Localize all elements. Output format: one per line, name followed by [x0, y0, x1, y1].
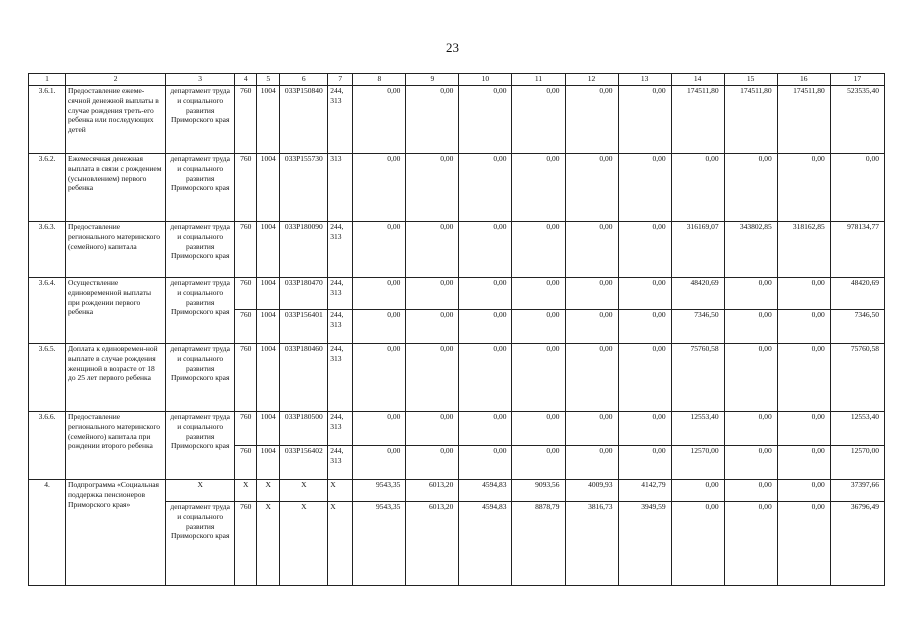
- amount-col-12: 0,00: [565, 412, 618, 446]
- amount-col-9: 0,00: [406, 154, 459, 222]
- code-ministry: 760: [235, 222, 257, 278]
- amount-col-9: 0,00: [406, 344, 459, 412]
- amount-col-14: 7346,50: [671, 310, 724, 344]
- responsible-dept: Х: [166, 480, 235, 502]
- amount-col-15: 0,00: [724, 344, 777, 412]
- table-row: [29, 154, 885, 222]
- column-header-9: 9: [406, 74, 459, 86]
- amount-col-10: 0,00: [459, 310, 512, 344]
- amount-col-15: 0,00: [724, 412, 777, 446]
- amount-col-10: 0,00: [459, 344, 512, 412]
- amount-col-13: 0,00: [618, 154, 671, 222]
- amount-col-13: 0,00: [618, 344, 671, 412]
- row-name: Подпрограмма «Социальная поддержка пенсионеров Приморского края»: [66, 480, 166, 586]
- amount-col-9: 0,00: [406, 222, 459, 278]
- amount-col-11: 0,00: [512, 278, 565, 310]
- code-target: 033P180470: [280, 278, 328, 310]
- amount-col-15: 0,00: [724, 154, 777, 222]
- responsible-dept: департамент труда и социального развития Приморского края: [166, 86, 235, 154]
- page-number: 23: [446, 40, 459, 55]
- amount-col-8: 0,00: [353, 222, 406, 278]
- amount-col-13: 0,00: [618, 310, 671, 344]
- amount-col-9: 0,00: [406, 446, 459, 480]
- amount-col-10: 0,00: [459, 412, 512, 446]
- code-target: Х: [280, 502, 328, 586]
- code-target: 033P150840: [280, 86, 328, 154]
- amount-col-14: 174511,80: [671, 86, 724, 154]
- amount-col-8: 0,00: [353, 86, 406, 154]
- row-number: 4.: [29, 480, 66, 586]
- code-section: 1004: [257, 222, 280, 278]
- amount-col-13: 0,00: [618, 222, 671, 278]
- code-target: 033P180460: [280, 344, 328, 412]
- amount-col-16: 318162,85: [777, 222, 830, 278]
- amount-col-12: 0,00: [565, 278, 618, 310]
- amount-col-17: 36796,49: [830, 502, 884, 586]
- column-header-1: 1: [29, 74, 66, 86]
- amount-col-9: 0,00: [406, 412, 459, 446]
- code-ministry: 760: [235, 344, 257, 412]
- amount-col-9: 0,00: [406, 278, 459, 310]
- amount-col-15: 0,00: [724, 480, 777, 502]
- code-section: Х: [257, 480, 280, 502]
- responsible-dept: департамент труда и социального развития Приморского края: [166, 278, 235, 344]
- code-section: 1004: [257, 412, 280, 446]
- amount-col-15: 0,00: [724, 278, 777, 310]
- code-expense-type: 244, 313: [328, 310, 353, 344]
- responsible-dept: департамент труда и социального развития Приморского края: [166, 222, 235, 278]
- amount-col-14: 48420,69: [671, 278, 724, 310]
- amount-col-14: 12553,40: [671, 412, 724, 446]
- amount-col-11: 0,00: [512, 344, 565, 412]
- amount-col-15: 0,00: [724, 310, 777, 344]
- table-row: [29, 480, 885, 502]
- column-header-7: 7: [328, 74, 353, 86]
- amount-col-14: 0,00: [671, 480, 724, 502]
- column-header-11: 11: [512, 74, 565, 86]
- code-section: Х: [257, 502, 280, 586]
- column-header-5: 5: [257, 74, 280, 86]
- code-expense-type: 244, 313: [328, 412, 353, 446]
- row-name: Предоставление регионального материнского (семейного) капитала при рождении второго ребенка: [66, 412, 166, 480]
- amount-col-11: 8878,79: [512, 502, 565, 586]
- amount-col-12: 0,00: [565, 86, 618, 154]
- amount-col-16: 0,00: [777, 480, 830, 502]
- amount-col-16: 0,00: [777, 412, 830, 446]
- code-target: 033P156402: [280, 446, 328, 480]
- amount-col-17: 37397,66: [830, 480, 884, 502]
- row-number: 3.6.4.: [29, 278, 66, 344]
- code-ministry: 760: [235, 502, 257, 586]
- code-expense-type: Х: [328, 480, 353, 502]
- amount-col-9: 6013,20: [406, 480, 459, 502]
- code-target: 033P180090: [280, 222, 328, 278]
- amount-col-13: 0,00: [618, 412, 671, 446]
- amount-col-15: 174511,80: [724, 86, 777, 154]
- amount-col-13: 0,00: [618, 446, 671, 480]
- amount-col-16: 0,00: [777, 502, 830, 586]
- code-target: 033P180500: [280, 412, 328, 446]
- amount-col-11: 0,00: [512, 310, 565, 344]
- amount-col-8: 0,00: [353, 154, 406, 222]
- amount-col-16: 0,00: [777, 310, 830, 344]
- amount-col-11: 0,00: [512, 86, 565, 154]
- amount-col-16: 0,00: [777, 278, 830, 310]
- amount-col-10: 4594,83: [459, 480, 512, 502]
- amount-col-11: 9093,56: [512, 480, 565, 502]
- amount-col-16: 0,00: [777, 154, 830, 222]
- amount-col-11: 0,00: [512, 412, 565, 446]
- row-name: Предоставление ежеме-сячной денежной выплаты в случае рождения треть-его ребенка или последующих детей: [66, 86, 166, 154]
- code-expense-type: Х: [328, 502, 353, 586]
- amount-col-8: 0,00: [353, 412, 406, 446]
- row-number: 3.6.2.: [29, 154, 66, 222]
- amount-col-10: 0,00: [459, 86, 512, 154]
- column-header-17: 17: [830, 74, 884, 86]
- amount-col-14: 0,00: [671, 154, 724, 222]
- code-ministry: 760: [235, 86, 257, 154]
- code-section: 1004: [257, 344, 280, 412]
- code-target: 033P155730: [280, 154, 328, 222]
- code-ministry: 760: [235, 446, 257, 480]
- amount-col-13: 4142,79: [618, 480, 671, 502]
- code-ministry: 760: [235, 310, 257, 344]
- code-ministry: Х: [235, 480, 257, 502]
- amount-col-15: 0,00: [724, 502, 777, 586]
- row-name: Доплата к единовремен-ной выплате в случае рождения женщиной в возрасте от 18 до 25 лет первого ребенка: [66, 344, 166, 412]
- row-name: Ежемесячная денежная выплата в связи с рождением (усыновлением) первого ребенка: [66, 154, 166, 222]
- amount-col-17: 12553,40: [830, 412, 884, 446]
- table-row: [29, 344, 885, 412]
- column-header-3: 3: [166, 74, 235, 86]
- amount-col-9: 0,00: [406, 310, 459, 344]
- code-expense-type: 244, 313: [328, 344, 353, 412]
- column-header-2: 2: [66, 74, 166, 86]
- code-section: 1004: [257, 154, 280, 222]
- row-number: 3.6.3.: [29, 222, 66, 278]
- amount-col-16: 0,00: [777, 446, 830, 480]
- amount-col-8: 9543,35: [353, 502, 406, 586]
- amount-col-12: 0,00: [565, 446, 618, 480]
- code-section: 1004: [257, 446, 280, 480]
- amount-col-8: 0,00: [353, 446, 406, 480]
- responsible-dept: департамент труда и социального развития Приморского края: [166, 154, 235, 222]
- column-header-8: 8: [353, 74, 406, 86]
- amount-col-17: 7346,50: [830, 310, 884, 344]
- amount-col-10: 0,00: [459, 446, 512, 480]
- column-header-16: 16: [777, 74, 830, 86]
- table-row: [29, 86, 885, 154]
- amount-col-12: 0,00: [565, 344, 618, 412]
- amount-col-12: 0,00: [565, 154, 618, 222]
- amount-col-17: 0,00: [830, 154, 884, 222]
- row-name: Осуществление единовременной выплаты при рождении первого ребенка: [66, 278, 166, 344]
- row-number: 3.6.6.: [29, 412, 66, 480]
- table-row: [29, 278, 885, 310]
- column-header-14: 14: [671, 74, 724, 86]
- responsible-dept: департамент труда и социального развития Приморского края: [166, 412, 235, 480]
- amount-col-12: 3816,73: [565, 502, 618, 586]
- amount-col-10: 0,00: [459, 222, 512, 278]
- amount-col-11: 0,00: [512, 154, 565, 222]
- amount-col-17: 978134,77: [830, 222, 884, 278]
- row-number: 3.6.5.: [29, 344, 66, 412]
- code-expense-type: 244, 313: [328, 278, 353, 310]
- amount-col-17: 12570,00: [830, 446, 884, 480]
- amount-col-8: 0,00: [353, 310, 406, 344]
- code-expense-type: 244, 313: [328, 86, 353, 154]
- responsible-dept: департамент труда и социального развития Приморского края: [166, 502, 235, 586]
- amount-col-17: 75760,58: [830, 344, 884, 412]
- amount-col-10: 0,00: [459, 154, 512, 222]
- code-target: Х: [280, 480, 328, 502]
- code-target: 033P156401: [280, 310, 328, 344]
- amount-col-8: 9543,35: [353, 480, 406, 502]
- budget-table: [28, 73, 885, 586]
- amount-col-11: 0,00: [512, 222, 565, 278]
- amount-col-8: 0,00: [353, 344, 406, 412]
- amount-col-15: 343802,85: [724, 222, 777, 278]
- code-ministry: 760: [235, 154, 257, 222]
- amount-col-16: 174511,80: [777, 86, 830, 154]
- column-header-4: 4: [235, 74, 257, 86]
- amount-col-12: 0,00: [565, 310, 618, 344]
- code-expense-type: 244, 313: [328, 446, 353, 480]
- amount-col-17: 523535,40: [830, 86, 884, 154]
- responsible-dept: департамент труда и социального развития Приморского края: [166, 344, 235, 412]
- code-section: 1004: [257, 278, 280, 310]
- column-header-12: 12: [565, 74, 618, 86]
- amount-col-14: 316169,07: [671, 222, 724, 278]
- amount-col-12: 0,00: [565, 222, 618, 278]
- amount-col-10: 0,00: [459, 278, 512, 310]
- column-header-10: 10: [459, 74, 512, 86]
- code-ministry: 760: [235, 412, 257, 446]
- code-expense-type: 313: [328, 154, 353, 222]
- column-header-15: 15: [724, 74, 777, 86]
- amount-col-14: 12570,00: [671, 446, 724, 480]
- code-ministry: 760: [235, 278, 257, 310]
- amount-col-13: 0,00: [618, 278, 671, 310]
- amount-col-8: 0,00: [353, 278, 406, 310]
- amount-col-13: 3949,59: [618, 502, 671, 586]
- table-row: [29, 222, 885, 278]
- amount-col-11: 0,00: [512, 446, 565, 480]
- amount-col-9: 0,00: [406, 86, 459, 154]
- amount-col-15: 0,00: [724, 446, 777, 480]
- table-row: [29, 412, 885, 446]
- amount-col-14: 75760,58: [671, 344, 724, 412]
- code-section: 1004: [257, 86, 280, 154]
- amount-col-14: 0,00: [671, 502, 724, 586]
- amount-col-16: 0,00: [777, 344, 830, 412]
- amount-col-10: 4594,83: [459, 502, 512, 586]
- code-section: 1004: [257, 310, 280, 344]
- amount-col-13: 0,00: [618, 86, 671, 154]
- code-expense-type: 244, 313: [328, 222, 353, 278]
- column-header-6: 6: [280, 74, 328, 86]
- column-header-13: 13: [618, 74, 671, 86]
- amount-col-12: 4009,93: [565, 480, 618, 502]
- row-name: Предоставление регионального материнского (семейного) капитала: [66, 222, 166, 278]
- row-number: 3.6.1.: [29, 86, 66, 154]
- amount-col-9: 6013,20: [406, 502, 459, 586]
- amount-col-17: 48420,69: [830, 278, 884, 310]
- header-row: [29, 74, 885, 86]
